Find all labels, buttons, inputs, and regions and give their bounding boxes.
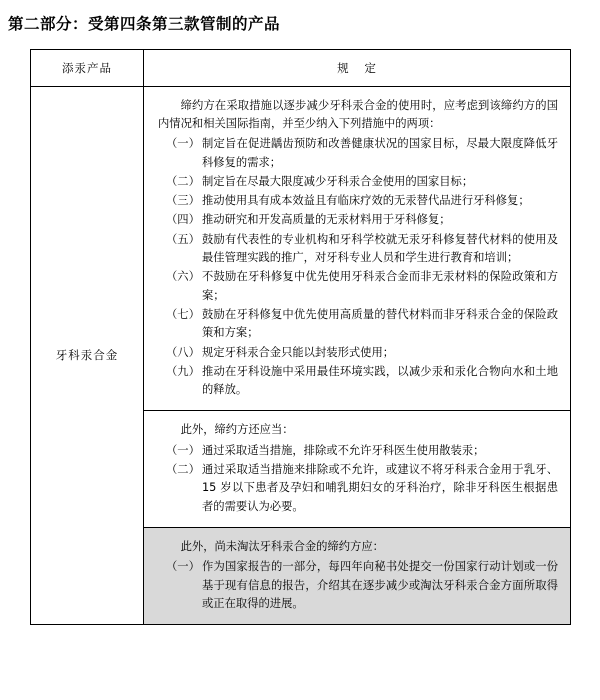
list-item-text: 推动使用具有成本效益且有临床疗效的无汞替代品进行牙科修复；: [202, 194, 530, 208]
column-header-product: 添汞产品: [31, 49, 144, 86]
list-item-text: 通过采取适当措施来排除或不允许，或建议不将牙科汞合金用于乳牙、15 岁以下患者及孕妇和哺乳期妇女的牙科治疗，除非牙科医生根据患者的需要认为必要。: [202, 463, 558, 513]
list-item-text: 作为国家报告的一部分，每四年向秘书处提交一份国家行动计划或一份基于现有信息的报告，介绍其在逐步减少或淘汰牙科汞合金方面所取得或正在取得的进展。: [202, 560, 558, 610]
list-item-text: 鼓励有代表性的专业机构和牙科学校就无汞牙科修复替代材料的使用及最佳管理实践的推广，对牙科专业人员和学生进行教育和培训；: [202, 232, 558, 265]
list-item-text: 推动研究和开发高质量的无汞材料用于牙科修复；: [202, 213, 451, 227]
list-item: [158, 344, 558, 362]
list-item-marker: （九）: [166, 364, 200, 378]
list-item-text: 规定牙科汞合金只能以封装形式使用；: [202, 345, 395, 359]
list-item-text: 不鼓励在牙科修复中优先使用牙科汞合金而非无汞材料的保险政策和方案；: [202, 270, 558, 302]
list-item-marker: （三）: [166, 194, 200, 208]
cell-regulation-content: [144, 86, 571, 624]
block-intro-text: 缔约方在采取措施以逐步减少牙科汞合金的使用时，应考虑到该缔约方的国内情况和相关国际指南，并至少纳入下列措施中的两项：: [158, 98, 558, 130]
list-item-marker: （二）: [166, 174, 200, 188]
list-item-text: 鼓励在牙科修复中优先使用高质量的替代材料而非牙科汞合金的保险政策和方案；: [202, 307, 558, 340]
list-item: [158, 135, 558, 172]
table-header-row: [31, 49, 571, 86]
list-item-text: 推动在牙科设施中采用最佳环境实践，以减少汞和汞化合物向水和土地的释放。: [202, 364, 558, 397]
list-item: [158, 211, 558, 229]
list-item-marker: （二）: [166, 463, 200, 477]
list-item: [158, 173, 558, 191]
list-item: [158, 268, 558, 305]
list-item-marker: （五）: [166, 232, 200, 246]
list-item: [158, 558, 558, 613]
list-item: [158, 231, 558, 268]
list-item-text: 制定旨在尽最大限度减少牙科汞合金使用的国家目标；: [202, 174, 474, 188]
cell-product-name: 牙科汞合金: [31, 86, 144, 624]
block-intro-text: 此外，缔约方还应当：: [180, 423, 294, 437]
list-item: [158, 306, 558, 343]
table-row: [31, 86, 571, 624]
list-item: [158, 192, 558, 210]
column-header-regulation: 规 定: [144, 49, 571, 86]
regulation-block-phaseout: [144, 527, 570, 624]
table-body: [31, 86, 571, 624]
list-item-marker: （一）: [166, 560, 200, 574]
list-item: [158, 442, 558, 460]
additional-list: [158, 442, 558, 516]
list-item-marker: （七）: [166, 307, 200, 321]
list-item-marker: （六）: [166, 270, 200, 284]
list-item-marker: （四）: [166, 213, 200, 227]
list-item-marker: （一）: [166, 443, 200, 457]
phaseout-list: [158, 558, 558, 613]
list-item-text: 制定旨在促进龋齿预防和改善健康状况的国家目标，尽最大限度降低牙科修复的需求；: [202, 137, 558, 169]
list-item: [158, 363, 558, 400]
list-item-marker: （一）: [166, 137, 200, 151]
regulation-block-measures: [144, 87, 570, 411]
list-item: [158, 461, 558, 516]
list-item-text: 通过采取适当措施，排除或不允许牙科医生使用散装汞；: [202, 443, 485, 457]
block-intro-text: 此外，尚未淘汰牙科汞合金的缔约方应：: [180, 539, 384, 553]
table-header: [31, 49, 571, 86]
page-title: 第二部分：受第四条第三款管制的产品: [8, 15, 281, 33]
regulation-table: [30, 49, 571, 625]
regulation-block-additional: [144, 410, 570, 526]
measures-list: [158, 135, 558, 399]
list-item-marker: （八）: [166, 345, 200, 359]
